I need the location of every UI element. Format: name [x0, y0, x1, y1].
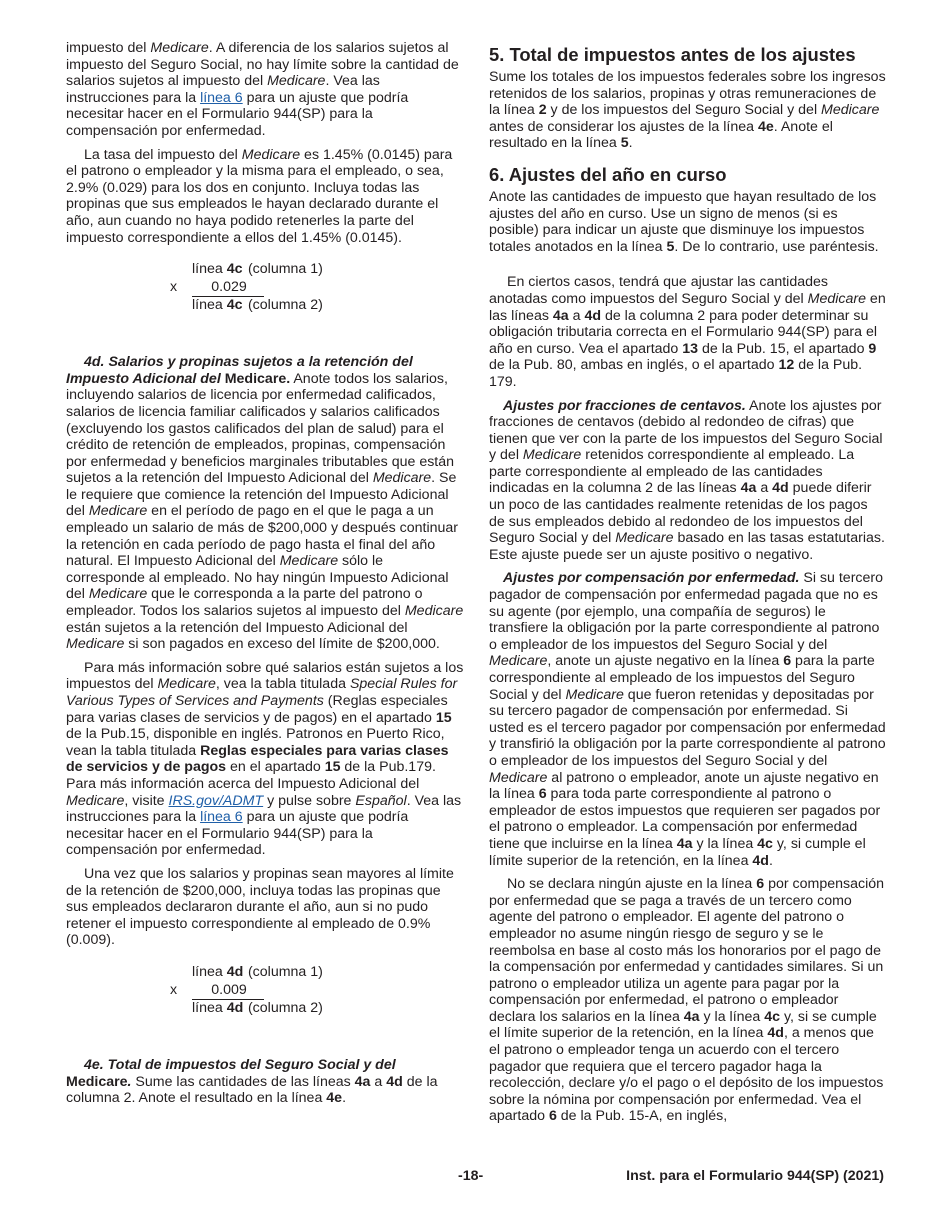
- text: Medicare: [807, 290, 866, 307]
- section-heading: Medicare: [66, 1073, 128, 1090]
- text: .: [768, 852, 773, 869]
- text: en el período de pago en el que le paga a un empleado un salario de más de $200,000 y después continuar la retención en cada período de pago hasta el final del año natural. El Impuesto Adicional del: [66, 503, 458, 570]
- text: Para más información sobre qué salarios están sujetos a los impuestos del: [66, 659, 464, 693]
- text: Special Rules for Various Types of Services and Payments: [66, 676, 458, 709]
- text: 4a: [552, 307, 569, 324]
- text: 2: [538, 102, 547, 119]
- calc-row-2: [170, 278, 464, 296]
- text: de la columna 2. Anote el resultado en la línea: [66, 1073, 438, 1107]
- calc-row-3: [192, 296, 464, 314]
- text: (columna 1): [247, 963, 323, 980]
- text: línea: [192, 261, 223, 278]
- text: Medicare: [489, 653, 548, 670]
- text: para un ajuste que podría necesitar hacer en el Formulario 944(SP) para la compensación por enfermedad.: [66, 809, 409, 859]
- text: . Vea las instrucciones para la: [66, 73, 380, 106]
- text: y la línea: [699, 1008, 765, 1025]
- text: . Se le requiere que comience la retención del Impuesto Adicional del: [66, 470, 457, 520]
- text: Medicare: [615, 530, 674, 547]
- text: Medicare: [522, 447, 582, 464]
- text: . Vea las instrucciones para la: [66, 792, 462, 826]
- text: 4d: [752, 852, 769, 869]
- text: que fueron retenidas y depositadas por su tercero pagador de compensación por enfermedad. Si usted es el tercero pagador por compensación por enfermedad y transfirió la obligación por la parte correspondiente al patrono o empleador de los impuestos del Seguro Social y del: [489, 686, 886, 769]
- text: 15: [324, 759, 341, 776]
- text: a: [370, 1073, 387, 1090]
- text: al patrono o empleador, anote un ajuste negativo en la línea: [489, 769, 879, 803]
- text: en las líneas: [489, 290, 886, 324]
- text: , visite: [124, 792, 169, 809]
- text: 4a: [354, 1073, 371, 1090]
- subsection-heading: Ajustes por fracciones de centavos.: [503, 397, 746, 414]
- certain-cases-paragraph: [489, 274, 886, 390]
- section-4d-paragraph: [66, 354, 464, 653]
- section-5-paragraph: [489, 69, 886, 152]
- page-number: -18-: [458, 1168, 484, 1184]
- text: . A diferencia de los salarios sujetos al impuesto del Seguro Social, no hay límite sobre la cantidad de salarios sujetos al impuesto del: [66, 40, 459, 90]
- text: . De lo contrario, use paréntesis.: [674, 238, 879, 255]
- text: 4c: [226, 297, 243, 314]
- right-column: [489, 40, 886, 1132]
- text: de la Pub. 179.: [489, 357, 863, 390]
- text: (Reglas especiales para varias clases de servicios y de pagos) en el apartado: [66, 693, 448, 726]
- text: a: [756, 480, 773, 497]
- heading-section-5: 5. Total de impuestos antes de los ajustes: [489, 44, 856, 65]
- text: 4c: [226, 261, 243, 278]
- text: para un ajuste que podría necesitar hacer en el Formulario 944(SP) para la compensación por enfermedad.: [66, 89, 409, 139]
- text: antes de considerar los ajustes de la línea: [489, 118, 758, 135]
- fraction-cents-paragraph: [489, 398, 886, 564]
- text: Medicare: [88, 586, 148, 603]
- text: (columna 2): [247, 297, 323, 314]
- section-heading: .: [127, 1073, 132, 1090]
- section-4e-paragraph: [66, 1057, 464, 1107]
- calc-factor: 0.009: [192, 981, 264, 1000]
- text: Medicare: [241, 146, 301, 163]
- calc-row-1: [192, 260, 464, 278]
- text: de la Pub. 15-A, en inglés,: [556, 1108, 728, 1125]
- text: de la Pub.179. Para más información acerca del Impuesto Adicional del: [66, 759, 436, 792]
- text: y, si cumple el límite superior de la retención, en la línea: [489, 835, 866, 869]
- text: 4d: [226, 999, 244, 1016]
- subsection-heading: Ajustes por compensación por enfermedad.: [503, 570, 800, 587]
- text: de la columna 2 para poder determinar su obligación tributaria correcta en el Formulario 944(SP) para el año en curso. Vea el apartado: [489, 307, 877, 357]
- text: 4c: [764, 1008, 781, 1025]
- text: Una vez que los salarios y propinas sean mayores al límite de la retención de $200,000, incluya todas las propinas que sus empleados declararon durante el año, aun si no pudo retener el impuesto correspondiente al empleado de 0.9% (0.009).: [66, 865, 454, 949]
- section-heading: Medicare.: [220, 370, 291, 387]
- text: Medicare: [66, 636, 125, 653]
- text: No se declara ningún ajuste en la línea: [507, 876, 757, 893]
- calc-row-2: [170, 981, 464, 999]
- text: 9: [868, 340, 877, 357]
- text: 4e: [757, 118, 774, 135]
- text: (columna 1): [247, 261, 323, 278]
- text: están sujetos a la retención del Impuesto Adicional del: [66, 619, 408, 636]
- text: 4d: [386, 1073, 403, 1090]
- text: de la Pub. 15, el apartado: [698, 340, 869, 357]
- multiply-sign: x: [170, 279, 178, 296]
- text: Medicare: [821, 102, 880, 119]
- calc-row-1: [192, 963, 464, 981]
- text: 4d: [772, 480, 789, 497]
- text: impuesto del: [66, 40, 151, 56]
- text: línea: [192, 999, 223, 1016]
- text: 4c: [757, 835, 773, 852]
- text: y de los impuestos del Seguro Social y del: [546, 102, 822, 119]
- text: de la Pub.15, disponible en inglés. Patronos en Puerto Rico, vean la tabla titulada: [66, 726, 445, 759]
- text: Medicare: [66, 792, 125, 809]
- text: Medicare: [404, 603, 464, 620]
- text: IRS.gov/ADMT: [168, 792, 264, 809]
- text: es 1.45% (0.0145) para el patrono o empleador y la misma para el empleado, o sea, 2.9% (0.029) para los dos en conjunto. Incluya todas las propinas que sus empleados le hayan declarado durante el año, aun cuando no haya podido retenerles la parte del impuesto correspondiente a ellos del 1.45% (0.0145).: [66, 146, 453, 246]
- text: 13: [682, 340, 699, 357]
- text: Medicare: [267, 73, 326, 90]
- text: Anote las cantidades de impuesto que hayan resultado de los ajustes del año en curso. Use un signo de menos (si es posible) para indicar un ajuste que disminuye los impuestos totales anotados en la línea: [489, 188, 877, 255]
- text: 4d: [767, 1025, 784, 1042]
- text: en el apartado: [226, 759, 325, 776]
- calculation-4d: [170, 963, 464, 1017]
- multiply-sign: x: [170, 981, 178, 998]
- text: línea: [192, 963, 223, 980]
- calc-factor: 0.029: [192, 278, 264, 297]
- over-limit-paragraph: [66, 866, 464, 949]
- text: y la línea: [692, 835, 758, 852]
- text: 5: [666, 238, 675, 255]
- text: La tasa del impuesto del: [84, 146, 242, 163]
- text: Anote todos los salarios, incluyendo salarios de licencia por enfermedad calificados, salarios de licencia familiar calificados y salarios calificados (excluyendo los gastos calificados del plan de salud) para el crédito de retención de empleados, propinas, compensación por enfermedad y beneficios marginales tributables que están sujetos a la retención del Impuesto Adicional del: [66, 370, 455, 487]
- text: 4a: [740, 480, 757, 497]
- text: que le corresponda a la parte del patrono o empleador. Todos los salarios sujetos al impuesto del: [66, 586, 423, 620]
- calc-row-3: [192, 999, 464, 1017]
- text: Reglas especiales para varias clases de servicios y de pagos: [66, 742, 449, 776]
- agent-sick-pay-paragraph: [489, 876, 886, 1125]
- text: y, si se cumple el límite superior de la retención, en la línea: [489, 1008, 877, 1042]
- medicare-tax-paragraph: [66, 40, 464, 140]
- text: de la Pub. 80, ambas en inglés, o el apartado: [489, 357, 779, 374]
- sick-pay-paragraph: [489, 570, 886, 869]
- text: .: [342, 1090, 347, 1107]
- text: Medicare: [372, 470, 432, 487]
- text: Medicare: [88, 503, 148, 520]
- text: por compensación por enfermedad que se paga a través de un tercero como agente del patrono o empleador. El agente del patrono o empleador no asume ningún riesgo de seguro y se le reembolsa en base al costo más los honorarios por el pago de la compensación por enfermedad y cantidades similares. Si un patrono o empleador utiliza un agente para pagar por la compensación por enfermedad, el patrono o empleador declara los salarios en la línea: [489, 876, 885, 1025]
- text: 4a: [676, 835, 693, 852]
- text: para toda parte correspondiente al patrono o empleador de estos impuestos que requieren ser pagados por el patrono o empleador. La compensación por enfermedad tiene que incluirse en la línea: [489, 786, 881, 852]
- text: , a menos que el patrono o empleador tenga un acuerdo con el tercero pagador que requiera que el tercero pagador haga la recolección, declare y/o el pago o el depósito de los impuestos sobre la nómina por compensación por enfermedad. Vea el apartado: [489, 1025, 884, 1125]
- text: En ciertos casos, tendrá que ajustar las cantidades anotadas como impuestos del Seguro Social y del: [489, 274, 828, 307]
- text: puede diferir un poco de las cantidades realmente retenidas de los pagos de sus empleados debido al redondeo de los impuestos del Seguro Social y del: [489, 480, 872, 547]
- text: .: [628, 135, 633, 152]
- text: línea: [192, 297, 223, 314]
- text: Medicare: [489, 769, 548, 786]
- irs-admt-link[interactable]: [169, 793, 264, 809]
- text: Medicare: [565, 686, 624, 703]
- text: . Anote el resultado en la línea: [489, 118, 833, 152]
- section-heading: 4e. Total de impuestos del Seguro Social y del: [84, 1056, 396, 1073]
- text: 4a: [683, 1008, 700, 1025]
- text: Anote los ajustes por fracciones de centavos (debido al redondeo de cifras) que tienen que ver con la parte de los impuestos del Seguro Social y del: [489, 397, 883, 464]
- text: Español: [355, 792, 407, 809]
- line-6-link[interactable]: línea 6: [200, 809, 243, 826]
- left-column: [66, 40, 464, 1114]
- text: basado en las tasas estatutarias. Este ajuste puede ser un ajuste positivo o negativo.: [489, 530, 885, 563]
- text: 6: [783, 653, 792, 670]
- medicare-rate-paragraph: [66, 147, 464, 247]
- text: , anote un ajuste negativo en la línea: [547, 653, 784, 670]
- text: 6: [756, 876, 765, 893]
- text: 6: [538, 786, 547, 803]
- text: a: [568, 307, 585, 324]
- line-6-link[interactable]: línea 6: [200, 89, 243, 106]
- text: para la parte correspondiente al empleado de los impuestos del Seguro Social y del: [489, 653, 875, 703]
- text: 4d: [226, 963, 244, 980]
- heading-section-6: 6. Ajustes del año en curso: [489, 163, 727, 185]
- document-title: Inst. para el Formulario 944(SP) (2021): [626, 1168, 884, 1184]
- text: sólo le corresponde al empleado. No hay ningún Impuesto Adicional del: [66, 553, 449, 603]
- text: 15: [435, 709, 452, 726]
- text: Sume las cantidades de las líneas: [131, 1073, 355, 1090]
- text: 6: [548, 1108, 557, 1125]
- text: retenidos correspondiente al empleado. La parte correspondiente al empleado de las cantidades indicadas en la columna 2 de las líneas: [489, 447, 855, 497]
- text: (columna 2): [247, 999, 323, 1016]
- text: Si su tercero pagador de compensación por enfermedad pagada que no es su agente (por ejemplo, una compañía de seguros) le transfiere la obligación por la parte correspondiente al patrono o empleador de los impuestos del Seguro Social y del: [489, 570, 884, 653]
- text: Medicare: [279, 553, 339, 570]
- text: 4e: [326, 1090, 343, 1107]
- text: Medicare: [150, 40, 209, 56]
- text: y pulse sobre: [263, 792, 356, 809]
- calculation-4c: [170, 260, 464, 314]
- text: , vea la tabla titulada: [215, 676, 350, 693]
- text: Medicare: [157, 676, 216, 693]
- section-heading: 4d. Salarios y propinas sujetos a la retención del Impuesto Adicional del: [66, 354, 413, 387]
- text: 4d: [584, 307, 602, 324]
- text: 5: [620, 135, 629, 152]
- text: 12: [778, 357, 795, 374]
- text: si son pagados en exceso del límite de $200,000.: [124, 636, 440, 653]
- section-6-intro-paragraph: [489, 189, 886, 255]
- text: Sume los totales de los impuestos federales sobre los ingresos retenidos de los salarios, propinas y otras remuneraciones de la línea: [489, 69, 886, 119]
- more-info-paragraph: [66, 660, 464, 859]
